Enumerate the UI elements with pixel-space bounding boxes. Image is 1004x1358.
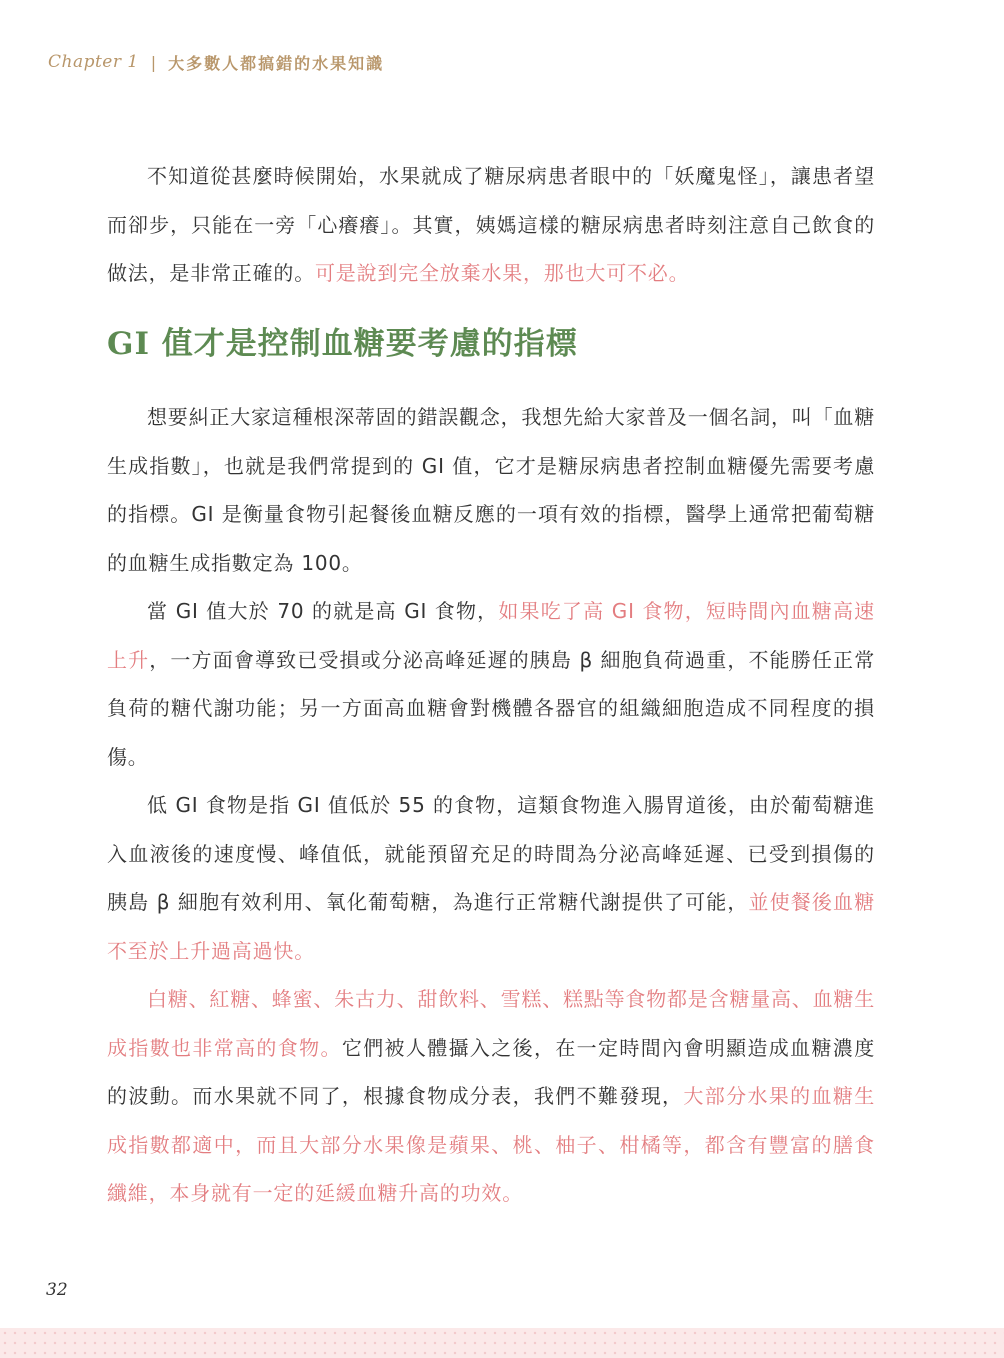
intro-section [107,152,875,298]
paragraph-text: 想要糾正大家這種根深蒂固的錯誤觀念，我想先給大家普及一個名詞，叫「血糖生成指數」，也就是我們常提到的 GI 值，它才是糖尿病患者控制血糖優先需要考慮的指標。GI 是衡量食物引起餐後血糖反應的一項有效的指標，醫學上通常把葡萄糖的血糖生成指數定為 100。 [107,405,875,575]
footer-decoration [0,1328,1004,1358]
running-header [48,48,384,76]
paragraph-highlight: 大部分水果的血糖生成指數都適中，而且大部分水果像是蘋果、桃、柚子、柑橘等，都含有豐富的膳食纖維，本身就有一定的延緩血糖升高的功效。 [107,1084,875,1205]
header-separator: | [150,52,157,72]
paragraph-gi-definition [107,393,875,587]
intro-text: 不知道從甚麼時候開始，水果就成了糖尿病患者眼中的「妖魔鬼怪」，讓患者望而卻步，只能在一旁「心癢癢」。其實，姨媽這樣的糖尿病患者時刻注意自己飲食的做法，是非常正確的。 [107,164,875,285]
page-number: 32 [46,1280,68,1300]
paragraph-fruit [107,975,875,1218]
paragraph-highlight: 白糖、紅糖、蜂蜜、朱古力、甜飲料、雪糕、糕點等食物都是含糖量高、血糖生成指數也非常高的食物。 [107,987,875,1060]
chapter-label: Chapter 1 [48,52,139,72]
paragraph-highlight: 如果吃了高 GI 食物，短時間內血糖高速上升 [107,599,875,672]
paragraph-low-gi [107,781,875,975]
paragraph-text: ，一方面會導致已受損或分泌高峰延遲的胰島 β 細胞負荷過重，不能勝任正常負荷的糖代謝功能；另一方面高血糖會對機體各器官的組織細胞造成不同程度的損傷。 [107,647,875,769]
paragraph-text: 當 GI 值大於 70 的就是高 GI 食物， [147,599,499,623]
paragraph-highlight: 並使餐後血糖不至於上升過高過快。 [107,890,875,963]
intro-highlight: 可是說到完全放棄水果，那也大可不必。 [315,261,690,285]
chapter-title: 大多數人都搞錯的水果知識 [168,53,385,73]
paragraph-text: 低 GI 食物是指 GI 值低於 55 的食物，這類食物進入腸胃道後，由於葡萄糖進入血液後的速度慢、峰值低，就能預留充足的時間為分泌高峰延遲、已受到損傷的胰島 β 細胞有效利用、氧化葡萄糖，為進行正常糖代謝提供了可能， [107,793,875,914]
intro-paragraph [107,152,875,298]
paragraph-high-gi [107,587,875,781]
main-section [107,393,875,1218]
section-heading: GI 值才是控制血糖要考慮的指標 [107,326,578,362]
paragraph-text: 它們被人體攝入之後，在一定時間內會明顯造成血糖濃度的波動。而水果就不同了，根據食物成分表，我們不難發現， [107,1035,876,1108]
